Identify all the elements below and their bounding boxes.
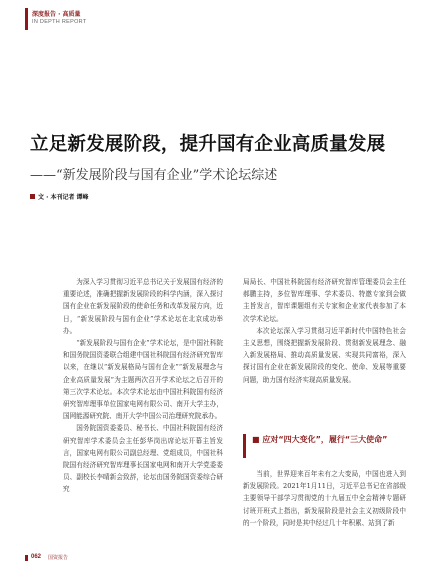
paragraph: “新发展阶段与国有企业”学术论坛，是中国社科院和国务院国资委联合组建中国社科院国有经济研究智库以来，在继以“新发展格局与国有企业”“新发展理念与企业高质量发展”为主题两次召开学术论坛之后召开的第三次学术论坛。本次学术论坛由中国社科院国有经济研究智库理事单位国家电网有限公司、南开大学主办，国网能源研究院、南开大学中国公司治理研究院承办。 — [63, 339, 223, 421]
right-column — [243, 276, 406, 386]
page-number: 062 — [31, 554, 42, 560]
byline-text: 文 · 本刊记者 谭峰 — [38, 194, 89, 201]
paragraph: 本次论坛深入学习贯彻习近平新时代中国特色社会主义思想，围绕把握新发展阶段、贯彻新发展理念、融入新发展格局、推动高质量发展、实现共同富裕，深入探讨国有企业在新发展阶段的变化、使命、发展等重要问题，助力国有经济实现高质量发展。 — [243, 326, 406, 384]
paragraph: 为深入学习贯彻习近平总书记关于发展国有经济的重要论述，准确把握新发展阶段的科学内涵，深入探讨国有企业在新发展阶段的使命任务和改革发展方向，近日，“新发展阶段与国有企业”学术论坛在北京成功举办。 — [63, 278, 223, 335]
publication-name: 国资报告 — [48, 555, 69, 561]
paragraph: 局局长、中国社科院国有经济研究智库管理委员会主任郝鹏主持，多位智库理事、学术委员、特邀专家到会做主旨发言，智库课题组有关专家和企业家代表参加了本次学术论坛。 — [243, 278, 406, 323]
page-marker-icon — [25, 555, 28, 561]
header-accent-bar — [25, 8, 28, 30]
left-column — [63, 276, 223, 496]
section-heading: ■ 应对“四大变化”，履行“三大使命” — [243, 434, 406, 458]
article-subtitle: ——“新发展阶段与国有企业”学术论坛综述 — [30, 168, 278, 183]
right-column-continued — [243, 468, 406, 529]
paragraph: 国务院国资委委员、秘书长、中国社科院国有经济研究智库学术委员会主任彭华岗出席论坛开幕主旨发言，国家电网有限公司副总经理、党组成员，中国社科院国有经济研究智库理事长国家电网和南开大学党委委员、副校长李晴新会致辞，论坛由国务院国资委综合研究 — [63, 424, 223, 494]
paragraph: 当前，世界迎来百年未有之大变局，中国也进入到新发展阶段。2021年1月11日，习近平总书记在省部级主要领导干部学习贯彻党的十九届五中全会精神专题研讨班开班式上指出，新发展阶段是社会主义初级阶段中的一个阶段，同时是其中经过几十年积累、站到了新 — [243, 470, 406, 527]
section-label: 深度报告 · 高质量 — [32, 11, 81, 18]
section-label-en: IN DEPTH REPORT — [32, 19, 87, 25]
byline — [30, 192, 89, 201]
byline-square-icon — [30, 194, 35, 199]
article-title: 立足新发展阶段，提升国有企业高质量发展 — [30, 134, 386, 155]
